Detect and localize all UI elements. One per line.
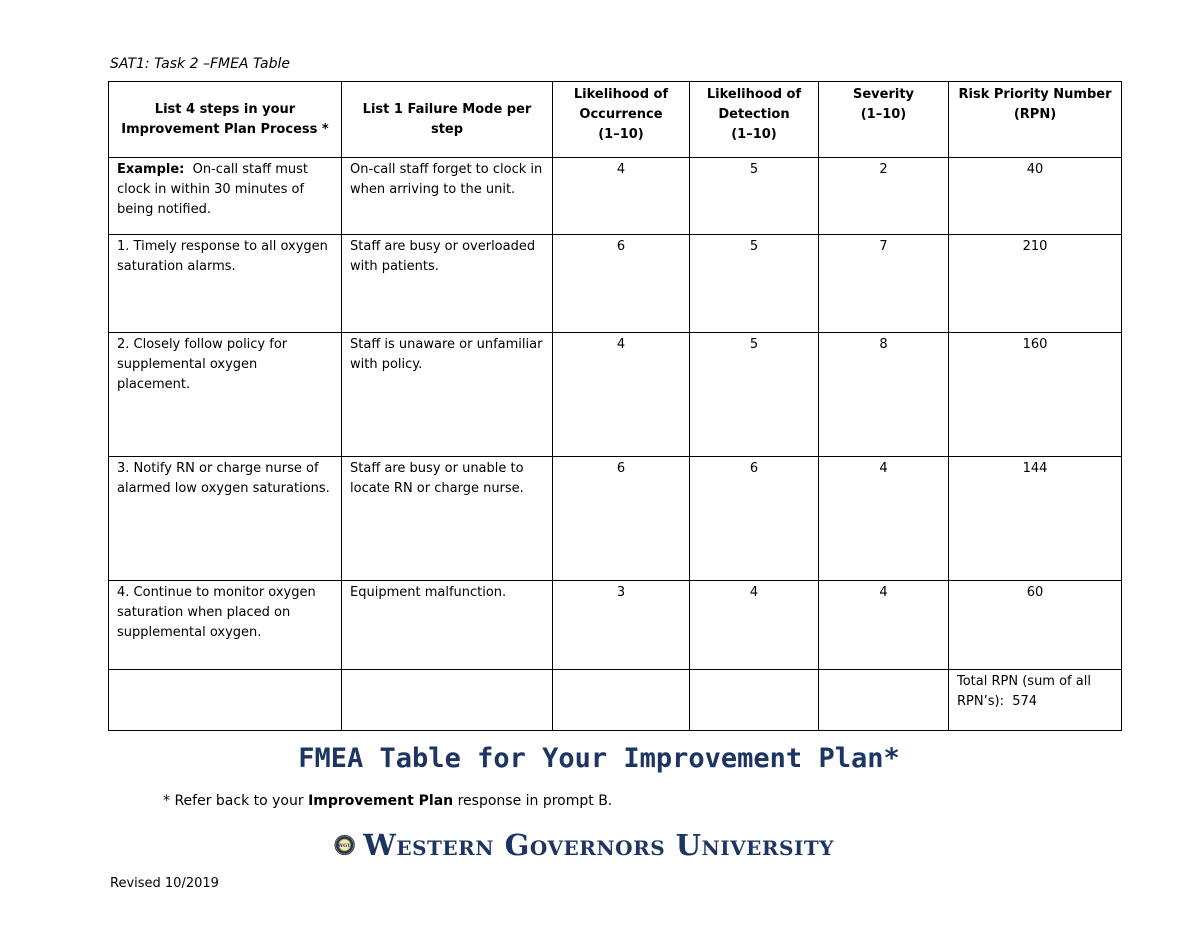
cell-detection: 6	[690, 457, 819, 581]
header-line: List 1 Failure Mode per step	[362, 102, 532, 137]
header-line: Improvement Plan Process *	[121, 122, 329, 137]
cell-rpn: 160	[949, 333, 1122, 457]
cell-occurrence: 4	[553, 333, 690, 457]
total-rpn-label: Total RPN (sum of all RPN’s):	[957, 674, 1091, 709]
header-line: Severity	[852, 87, 915, 102]
cell-total-rpn	[949, 670, 1122, 731]
cell-failure-mode: Staff is unaware or unfamiliar with policy.	[342, 333, 553, 457]
cell-step: 4. Continue to monitor oxygen saturation when placed on supplemental oxygen.	[109, 581, 342, 670]
cell-severity: 7	[819, 235, 949, 333]
example-label: Example:	[117, 162, 185, 177]
cell-step: 1. Timely response to all oxygen saturation alarms.	[109, 235, 342, 333]
page-title	[0, 743, 1200, 774]
cell-step	[109, 158, 342, 235]
cell-empty	[342, 670, 553, 731]
logo-wordmark: Western Governors University	[363, 828, 834, 862]
header-line: Likelihood of	[573, 87, 669, 102]
wgu-logo	[334, 821, 834, 869]
cell-occurrence: 4	[553, 158, 690, 235]
column-header-steps	[109, 82, 342, 158]
fmea-table	[108, 81, 1122, 731]
cell-failure-mode: Equipment malfunction.	[342, 581, 553, 670]
header-line: Occurrence	[579, 107, 663, 122]
cell-empty	[819, 670, 949, 731]
header-line: Detection	[718, 107, 790, 122]
column-header-severity	[819, 82, 949, 158]
column-header-rpn	[949, 82, 1122, 158]
header-line: Risk Priority Number	[958, 87, 1112, 102]
cell-severity: 2	[819, 158, 949, 235]
table-row	[109, 333, 1122, 457]
cell-rpn: 210	[949, 235, 1122, 333]
cell-detection: 5	[690, 158, 819, 235]
footnote-prefix: * Refer back to your	[163, 793, 309, 809]
cell-empty	[690, 670, 819, 731]
table-row	[109, 457, 1122, 581]
header-line: (RPN)	[1013, 107, 1057, 122]
header-line: Likelihood of	[706, 87, 802, 102]
column-header-failure-mode	[342, 82, 553, 158]
cell-rpn: 60	[949, 581, 1122, 670]
cell-failure-mode: Staff are busy or overloaded with patients.	[342, 235, 553, 333]
footnote-bold: Improvement Plan	[308, 793, 454, 809]
cell-empty	[109, 670, 342, 731]
header-line: List 4 steps in your	[154, 102, 296, 117]
footnote-suffix: response in prompt B.	[453, 793, 613, 809]
table-row	[109, 581, 1122, 670]
cell-severity: 4	[819, 457, 949, 581]
total-rpn-value: 574	[1012, 694, 1038, 709]
cell-empty	[553, 670, 690, 731]
cell-severity: 8	[819, 333, 949, 457]
cell-severity: 4	[819, 581, 949, 670]
cell-occurrence: 6	[553, 457, 690, 581]
cell-occurrence: 3	[553, 581, 690, 670]
table-header-row	[109, 82, 1122, 158]
cell-rpn: 144	[949, 457, 1122, 581]
table-row	[109, 235, 1122, 333]
header-line: (1–10)	[731, 127, 777, 142]
cell-detection: 5	[690, 235, 819, 333]
cell-detection: 4	[690, 581, 819, 670]
cell-step: 2. Closely follow policy for supplemental oxygen placement.	[109, 333, 342, 457]
document-header-title: SAT1: Task 2 –FMEA Table	[110, 56, 290, 72]
column-header-detection	[690, 82, 819, 158]
header-line: (1–10)	[860, 107, 907, 122]
header-line: (1–10)	[598, 127, 644, 142]
example-step-text: On-call staff must clock in within 30 minutes of being notified.	[117, 162, 308, 217]
column-header-occurrence	[553, 82, 690, 158]
footnote	[163, 793, 612, 809]
cell-step: 3. Notify RN or charge nurse of alarmed low oxygen saturations.	[109, 457, 342, 581]
cell-failure-mode: Staff are busy or unable to locate RN or charge nurse.	[342, 457, 553, 581]
page-title-text: FMEA Table for Your Improvement Plan*	[298, 743, 900, 774]
seal-text: WGU	[337, 842, 352, 849]
table-row-example	[109, 158, 1122, 235]
revision-date: Revised 10/2019	[110, 876, 219, 891]
cell-detection: 5	[690, 333, 819, 457]
cell-rpn: 40	[949, 158, 1122, 235]
cell-occurrence: 6	[553, 235, 690, 333]
cell-failure-mode: On-call staff forget to clock in when arriving to the unit.	[342, 158, 553, 235]
table-row-total	[109, 670, 1122, 731]
university-seal-icon	[334, 823, 355, 867]
